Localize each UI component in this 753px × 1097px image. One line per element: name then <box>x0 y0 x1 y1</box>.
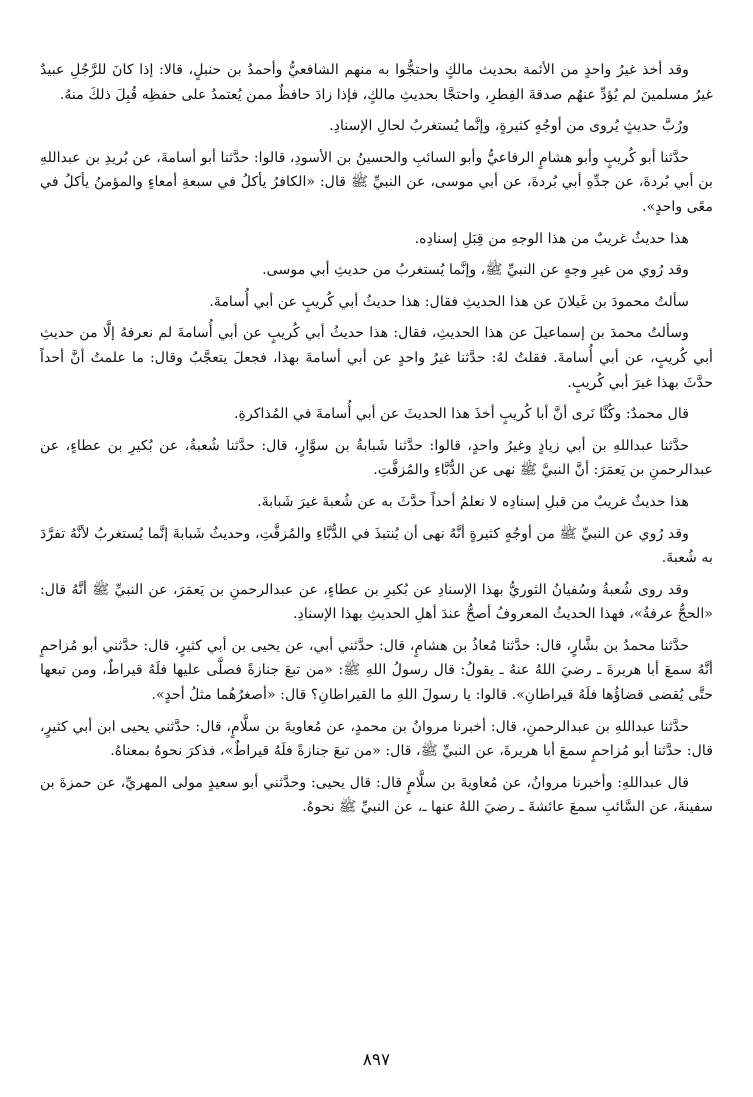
paragraph-12: وقد روى شُعبةُ وسُفيانُ الثوريُّ بهذا الإسنادِ عن بُكيرِ بن عطاءٍ، عن عبدالرحمنِ بن يَعمَرَ، عن النبيِّ ﷺ أنَّهُ قال: «الحجُّ عرفةُ»، فهذا الحديثُ المعروفُ أصحُّ عندَ أهلِ الحديثِ بهذا الإسنادِ. <box>40 581 713 623</box>
body-text <box>40 58 713 820</box>
paragraph-1: وقد أخذ غيرُ واحدٍ من الأئمة بحديث مالكٍ واحتجُّوا به منهم الشافعيُّ وأحمدُ بن حنبلٍ، قالا: إذا كانَ للرَّجُلِ عبيدٌ غيرُ مسلمينَ لم يُؤدِّ عنهُم صدقةَ الفِطرِ، واحتجَّا بحديثِ مالكٍ، فإذا زادَ حافظٌ ممن يُعتمدُ على حفظِه قُبِلَ ذلكَ منهُ. <box>40 62 713 103</box>
paragraph-10: هذا حديثٌ غريبٌ من قبلِ إسنادِه لا نعلمُ أحداً حدَّثَ به عن شُعبةَ غيرَ شَبابةَ. <box>257 493 689 510</box>
paragraph-5: وقد رُوي من غيرِ وجهٍ عن النبيِّ ﷺ، وإنَّما يُستغربُ من حديثِ أبي موسى. <box>262 262 689 279</box>
paragraph-4: هذا حديثٌ غريبٌ من هذا الوجهِ من قِبَلِ إسنادِه. <box>414 230 689 247</box>
paragraph-6: سألتُ محمودَ بن غَيلانَ عن هذا الحديثِ فقال: هذا حديثُ أبي كُريبٍ عن أبي أُسامةَ. <box>209 293 689 310</box>
paragraph-11: وقد رُوي عن النبيِّ ﷺ من أوجُهٍ كثيرةٍ أنَّهُ نهى أن يُنتبذَ في الدُّبَّاءِ والمُزفَّتِ، وحديثُ شَبابةَ إنَّما يُستغربُ لأنَّهُ تفرَّدَ به شُعبةَ. <box>40 525 713 567</box>
paragraph-15: قال عبداللهِ: وأخبرنا مروانُ، عن مُعاويةَ بن سلَّامٍ قال: قال يحيى: وحدَّثني أبو سعيدٍ مولى المهريِّ، عن حمزةَ بن سفينةَ، عن السَّائبِ سمعَ عائشةَ ـ رضيَ اللهُ عنها ـ، عن النبيِّ ﷺ نحوهُ. <box>40 774 713 816</box>
paragraph-7: وسألتُ محمدَ بن إسماعيلَ عن هذا الحديثِ، فقال: هذا حديثُ أبي كُريبٍ عن أبي أُسامةَ لم نعرفهُ إلَّا من حديثِ أبي كُريبٍ، عن أبي أُسامةَ. فقلتُ لهُ: حدَّثنا غيرُ واحدٍ عن أبي أسامةَ بهذا، فجعلَ يتعجَّبُ وقال: ما علمتُ أنَّ أحداً حدَّثَ بهذا غيرَ أبي كُريبٍ. <box>40 325 713 391</box>
paragraph-2: ورُبَّ حديثٍ يُروى من أوجُهٍ كثيرةٍ، وإنَّما يُستغربُ لحالِ الإسنادِ. <box>329 118 689 135</box>
page-number: ٨٩٧ <box>362 1050 391 1070</box>
paragraph-9: حدَّثنا عبداللهِ بن أبي زيادٍ وغيرُ واحدٍ، قالوا: حدَّثنا شَبابةُ بن سوَّارٍ، قال: حدَّثنا شُعبةُ، عن بُكيرِ بن عطاءٍ، عن عبدالرحمنِ بن يَعمَرَ: أنَّ النبيَّ ﷺ نهى عن الدُّبَّاءِ والمُزفَّتِ. <box>40 437 713 479</box>
paragraph-8: قال محمدٌ: وكُنَّا نَرى أنَّ أبا كُريبٍ أخذَ هذا الحديثَ عن أبي أُسامةَ في المُذاكرةِ. <box>234 406 689 423</box>
paragraph-14: حدَّثنا عبداللهِ بن عبدالرحمنِ، قال: أخبرنا مروانُ بن محمدٍ، عن مُعاويةَ بن سلَّامٍ، قال: حدَّثني يحيى ابن أبي كثيرٍ، قال: حدَّثنا أبو مُزاحمٍ سمعَ أبا هريرةَ، عن النبيِّ ﷺ، قال: «من تبعَ جنازةً فلَهُ قيراطٌ»، فذكرَ نحوهُ بمعناهُ. <box>40 718 713 760</box>
paragraph-13: حدَّثنا محمدُ بن بشَّارٍ، قال: حدَّثنا مُعاذُ بن هشامٍ، قال: حدَّثني أبي، عن يحيى بن أبي كثيرٍ، قال: حدَّثني أبو مُزاحمٍ أنَّهُ سمعَ أبا هريرةَ ـ رضيَ اللهُ عنهُ ـ يقولُ: قال رسولُ اللهِ ﷺ: «من تبعَ جنازةً فصلَّى عليها فلَهُ قيراطٌ، ومن تبعها حتَّى يُقضى قضاؤُها فلَهُ قيراطانِ». قالوا: يا رسولَ اللهِ ما القيراطانِ؟ قال: «أصغرُهُما مثلُ أحدٍ». <box>40 637 713 704</box>
paragraph-3: حدَّثنا أبو كُريبٍ وأبو هشامٍ الرفاعيُّ وأبو السائبِ والحسينُ بن الأسودِ، قالوا: حدَّثنا أبو أسامةَ، عن بُريدِ بن عبداللهِ بن أبي بُردةَ، عن جدِّهِ أبي بُردةَ، عن أبي موسى، عن النبيِّ ﷺ قال: «الكافرُ يأكلُ في سبعةِ أمعاءٍ والمؤمنُ يأكلُ في معًى واحدٍ». <box>40 149 713 215</box>
